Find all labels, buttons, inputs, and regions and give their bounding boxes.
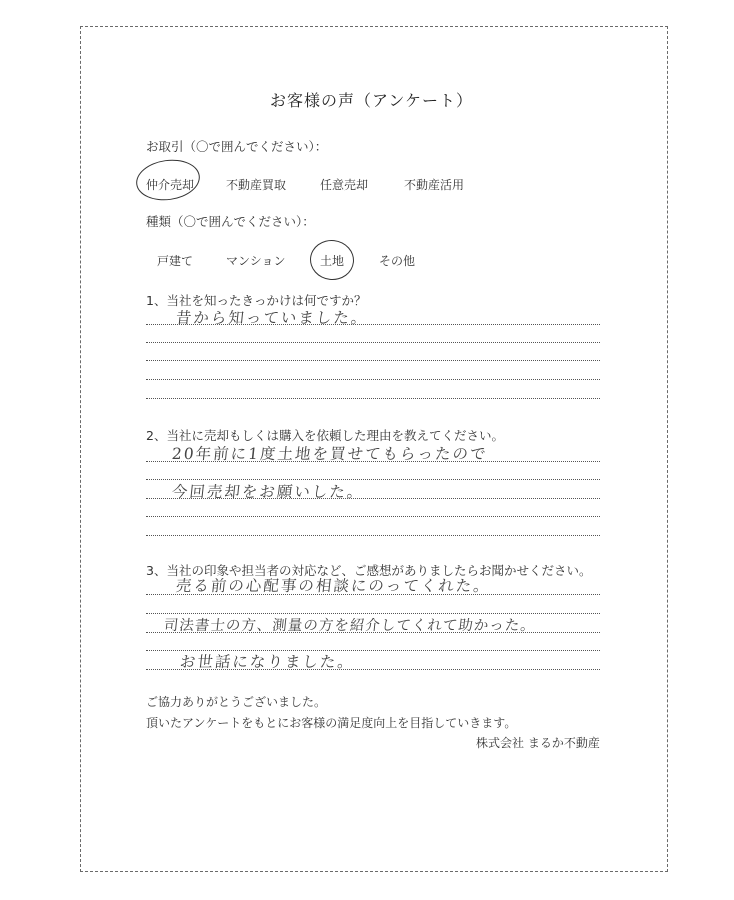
question-1-text: 1、当社を知ったきっかけは何ですか？ bbox=[146, 293, 367, 308]
transaction-label: お取引（〇で囲んでください）： bbox=[146, 139, 328, 154]
answer-rule bbox=[146, 324, 600, 325]
question-2-text: 2、当社に売却もしくは購入を依頼した理由を教えてください。 bbox=[146, 428, 504, 443]
answer-1-line-1: 昔から知っていました。 bbox=[174, 309, 370, 327]
question-3-text: 3、当社の印象や担当者の対応など、ご感想がありましたらお聞かせください。 bbox=[146, 563, 592, 578]
answer-rule bbox=[146, 650, 600, 651]
transaction-option-voluntary-sale[interactable]: 任意売却 bbox=[320, 178, 369, 192]
answer-rule bbox=[146, 461, 600, 462]
answer-rule bbox=[146, 632, 600, 633]
answer-rule bbox=[146, 669, 600, 670]
answer-2-line-1: 20年前に1度土地を買せてもらったので bbox=[170, 445, 489, 463]
answer-3-line-3: お世話になりました。 bbox=[178, 653, 356, 671]
answer-rule bbox=[146, 379, 600, 380]
category-label: 種類（〇で囲んでください）： bbox=[146, 214, 315, 229]
answer-3-line-1: 売る前の心配事の相談にのってくれた。 bbox=[174, 577, 492, 595]
category-option-land[interactable]: 土地 bbox=[320, 254, 345, 268]
answer-rule bbox=[146, 535, 600, 536]
closing-thanks: ご協力ありがとうございました。 bbox=[146, 695, 327, 709]
page-title: お客様の声（アンケート） bbox=[270, 91, 474, 110]
answer-rule bbox=[146, 342, 600, 343]
answer-3-line-2: 司法書士の方、測量の方を紹介してくれて助かった。 bbox=[163, 618, 537, 634]
answer-rule bbox=[146, 479, 600, 480]
answer-rule bbox=[146, 613, 600, 614]
category-option-house[interactable]: 戸建て bbox=[157, 254, 194, 268]
transaction-option-utilization[interactable]: 不動産活用 bbox=[404, 178, 465, 192]
answer-rule bbox=[146, 398, 600, 399]
transaction-option-buyout[interactable]: 不動産買取 bbox=[226, 178, 287, 192]
company-name: 株式会社 まるか不動産 bbox=[476, 736, 600, 750]
category-option-condo[interactable]: マンション bbox=[226, 254, 286, 268]
answer-rule bbox=[146, 516, 600, 517]
answer-2-line-2: 今回売却をお願いした。 bbox=[170, 483, 366, 501]
answer-rule bbox=[146, 594, 600, 595]
transaction-option-brokerage[interactable]: 仲介売却 bbox=[146, 178, 195, 192]
category-option-other[interactable]: その他 bbox=[379, 254, 416, 268]
answer-rule bbox=[146, 360, 600, 361]
closing-message: 頂いたアンケートをもとにお客様の満足度向上を目指していきます。 bbox=[146, 716, 517, 730]
answer-rule bbox=[146, 498, 600, 499]
